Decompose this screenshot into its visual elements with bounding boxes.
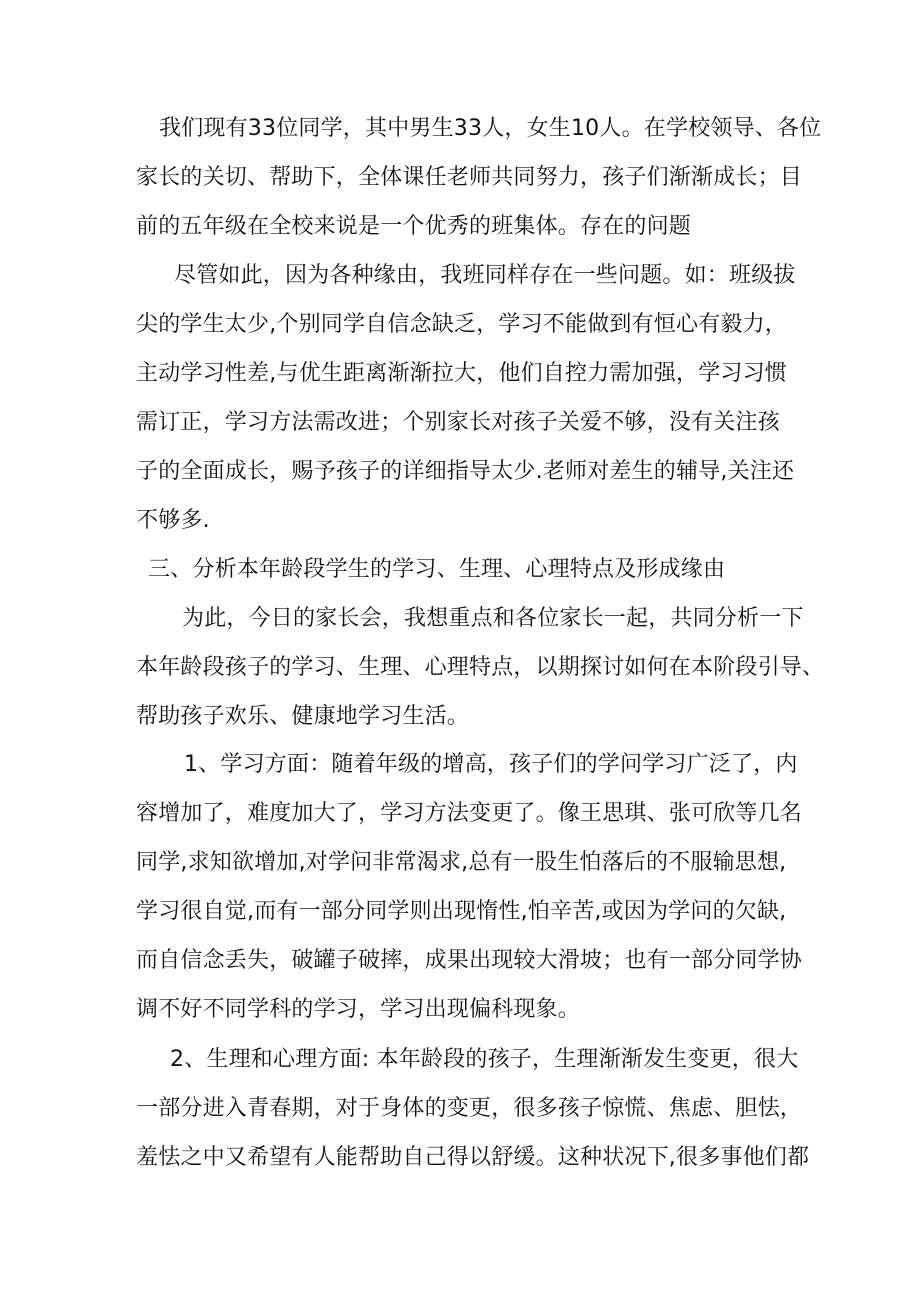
text-line: 一部分进入青春期，对于身体的变更，很多孩子惊慌、焦虑、胆怯， (136, 1096, 803, 1121)
text-line: 本年龄段孩子的学习、生理、心理特点，以期探讨如何在本阶段引导、 (136, 655, 825, 680)
text-line: 调不好不同学科的学习，学习出现偏科现象。 (136, 997, 581, 1022)
text-line: 不够多. (136, 508, 210, 533)
text-line: 家长的关切、帮助下，全体课任老师共同努力，孩子们渐渐成长；目 (136, 165, 803, 190)
text-line: 子的全面成长，赐予孩子的详细指导太少.老师对差生的辅导,关注还 (136, 459, 795, 484)
section-heading: 三、分析本年龄段学生的学习、生理、心理特点及形成缘由 (148, 557, 726, 582)
text-line: 主动学习性差,与优生距离渐渐拉大，他们自控力需加强，学习习惯 (136, 361, 787, 386)
text-line: 羞怯之中又希望有人能帮助自己得以舒缓。这种状况下,很多事他们都 (136, 1145, 810, 1170)
text-line: 容增加了，难度加大了，学习方法变更了。像王思琪、张可欣等几名 (136, 801, 803, 826)
text-line: 尖的学生太少,个别同学自信念缺乏，学习不能做到有恒心有毅力， (136, 312, 787, 337)
text-line: 帮助孩子欢乐、健康地学习生活。 (136, 704, 470, 729)
text-line: 学习很自觉,而有一部分同学则出现惰性,怕辛苦,或因为学问的欠缺, (136, 899, 787, 924)
text-line: 需订正，学习方法需改进；个别家长对孩子关爱不够，没有关注孩 (136, 410, 780, 435)
text-line: 前的五年级在全校来说是一个优秀的班集体。存在的问题 (136, 214, 692, 239)
text-line: 我们现有33位同学，其中男生33人，女生10人。在学校领导、各位 (159, 116, 822, 141)
text-line: 2、生理和心理方面: 本年龄段的孩子，生理渐渐发生变更，很大 (170, 1047, 799, 1072)
text-line: 同学,求知欲增加,对学问非常渴求,总有一股生怕落后的不服输思想, (136, 850, 787, 875)
text-line: 而自信念丢失，破罐子破摔，成果出现较大滑坡；也有一部分同学协 (136, 948, 803, 973)
text-line: 1、学习方面：随着年级的增高，孩子们的学问学习广泛了，内 (184, 752, 798, 777)
text-line: 为此，今日的家长会，我想重点和各位家长一起，共同分析一下 (182, 606, 804, 631)
text-line: 尽管如此，因为各种缘由，我班同样存在一些问题。如：班级拔 (174, 263, 796, 288)
